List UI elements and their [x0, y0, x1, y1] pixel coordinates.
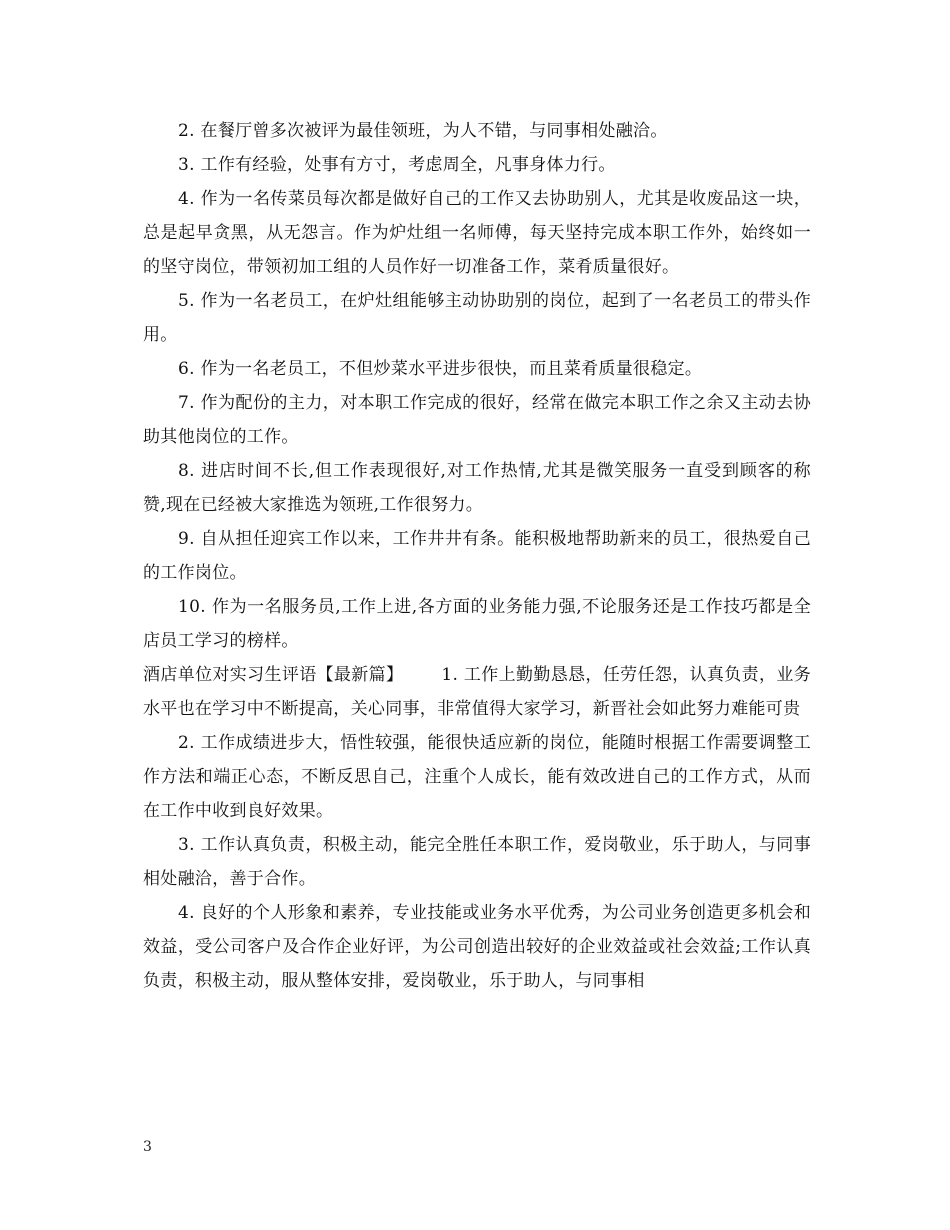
paragraph: 6. 作为一名老员工，不但炒菜水平进步很快，而且菜肴质量很稳定。	[178, 359, 703, 379]
paragraph: 2. 在餐厅曾多次被评为最佳领班，为人不错，与同事相处融洽。	[178, 121, 668, 141]
page-number: 3	[143, 1139, 152, 1155]
paragraph: 2. 工作成绩进步大，悟性较强，能很快适应新的岗位，能随时根据工作需要调整工作方法和端正心态，不断反思自己，注重个人成长，能有效改进自己的工作方式，从而在工作中收到良好效果。	[143, 733, 811, 821]
paragraph: 10. 作为一名服务员,工作上进,各方面的业务能力强,不论服务还是工作技巧都是全店员工学习的榜样。	[143, 597, 811, 651]
section-heading-paragraph	[143, 658, 811, 726]
document-body	[143, 114, 811, 998]
paragraph: 8. 进店时间不长,但工作表现很好,对工作热情,尤其是微笑服务一直受到顾客的称赞,现在已经被大家推选为领班,工作很努力。	[143, 461, 811, 515]
paragraph: 7. 作为配份的主力，对本职工作完成的很好，经常在做完本职工作之余又主动去协助其他岗位的工作。	[143, 393, 811, 447]
paragraph: 4. 作为一名传菜员每次都是做好自己的工作又去协助别人，尤其是收废品这一块，总是起早贪黑，从无怨言。作为炉灶组一名师傅，每天坚持完成本职工作外，始终如一的坚守岗位，带领初加工组的人员作好一切准备工作，菜肴质量很好。	[143, 189, 811, 277]
paragraph: 4. 良好的个人形象和素养，专业技能或业务水平优秀，为公司业务创造更多机会和效益，受公司客户及合作企业好评，为公司创造出较好的企业效益或社会效益;工作认真负责，积极主动，服从整体安排，爱岗敬业，乐于助人，与同事相	[143, 903, 811, 991]
paragraph: 5. 作为一名老员工，在炉灶组能够主动协助别的岗位，起到了一名老员工的带头作用。	[143, 291, 811, 345]
section-first-item: 1. 工作上勤勤恳恳，任劳任怨，认真负责，业务水平也在学习中不断提高，关心同事，非常值得大家学习，新晋社会如此努力难能可贵	[143, 665, 811, 719]
paragraph: 9. 自从担任迎宾工作以来，工作井井有条。能积极地帮助新来的员工，很热爱自己的工作岗位。	[143, 529, 811, 583]
section-heading: 酒店单位对实习生评语【最新篇】	[143, 665, 404, 685]
paragraph: 3. 工作有经验，处事有方寸，考虑周全，凡事身体力行。	[178, 155, 616, 175]
paragraph: 3. 工作认真负责，积极主动，能完全胜任本职工作，爱岗敬业，乐于助人，与同事相处融洽，善于合作。	[143, 835, 811, 889]
